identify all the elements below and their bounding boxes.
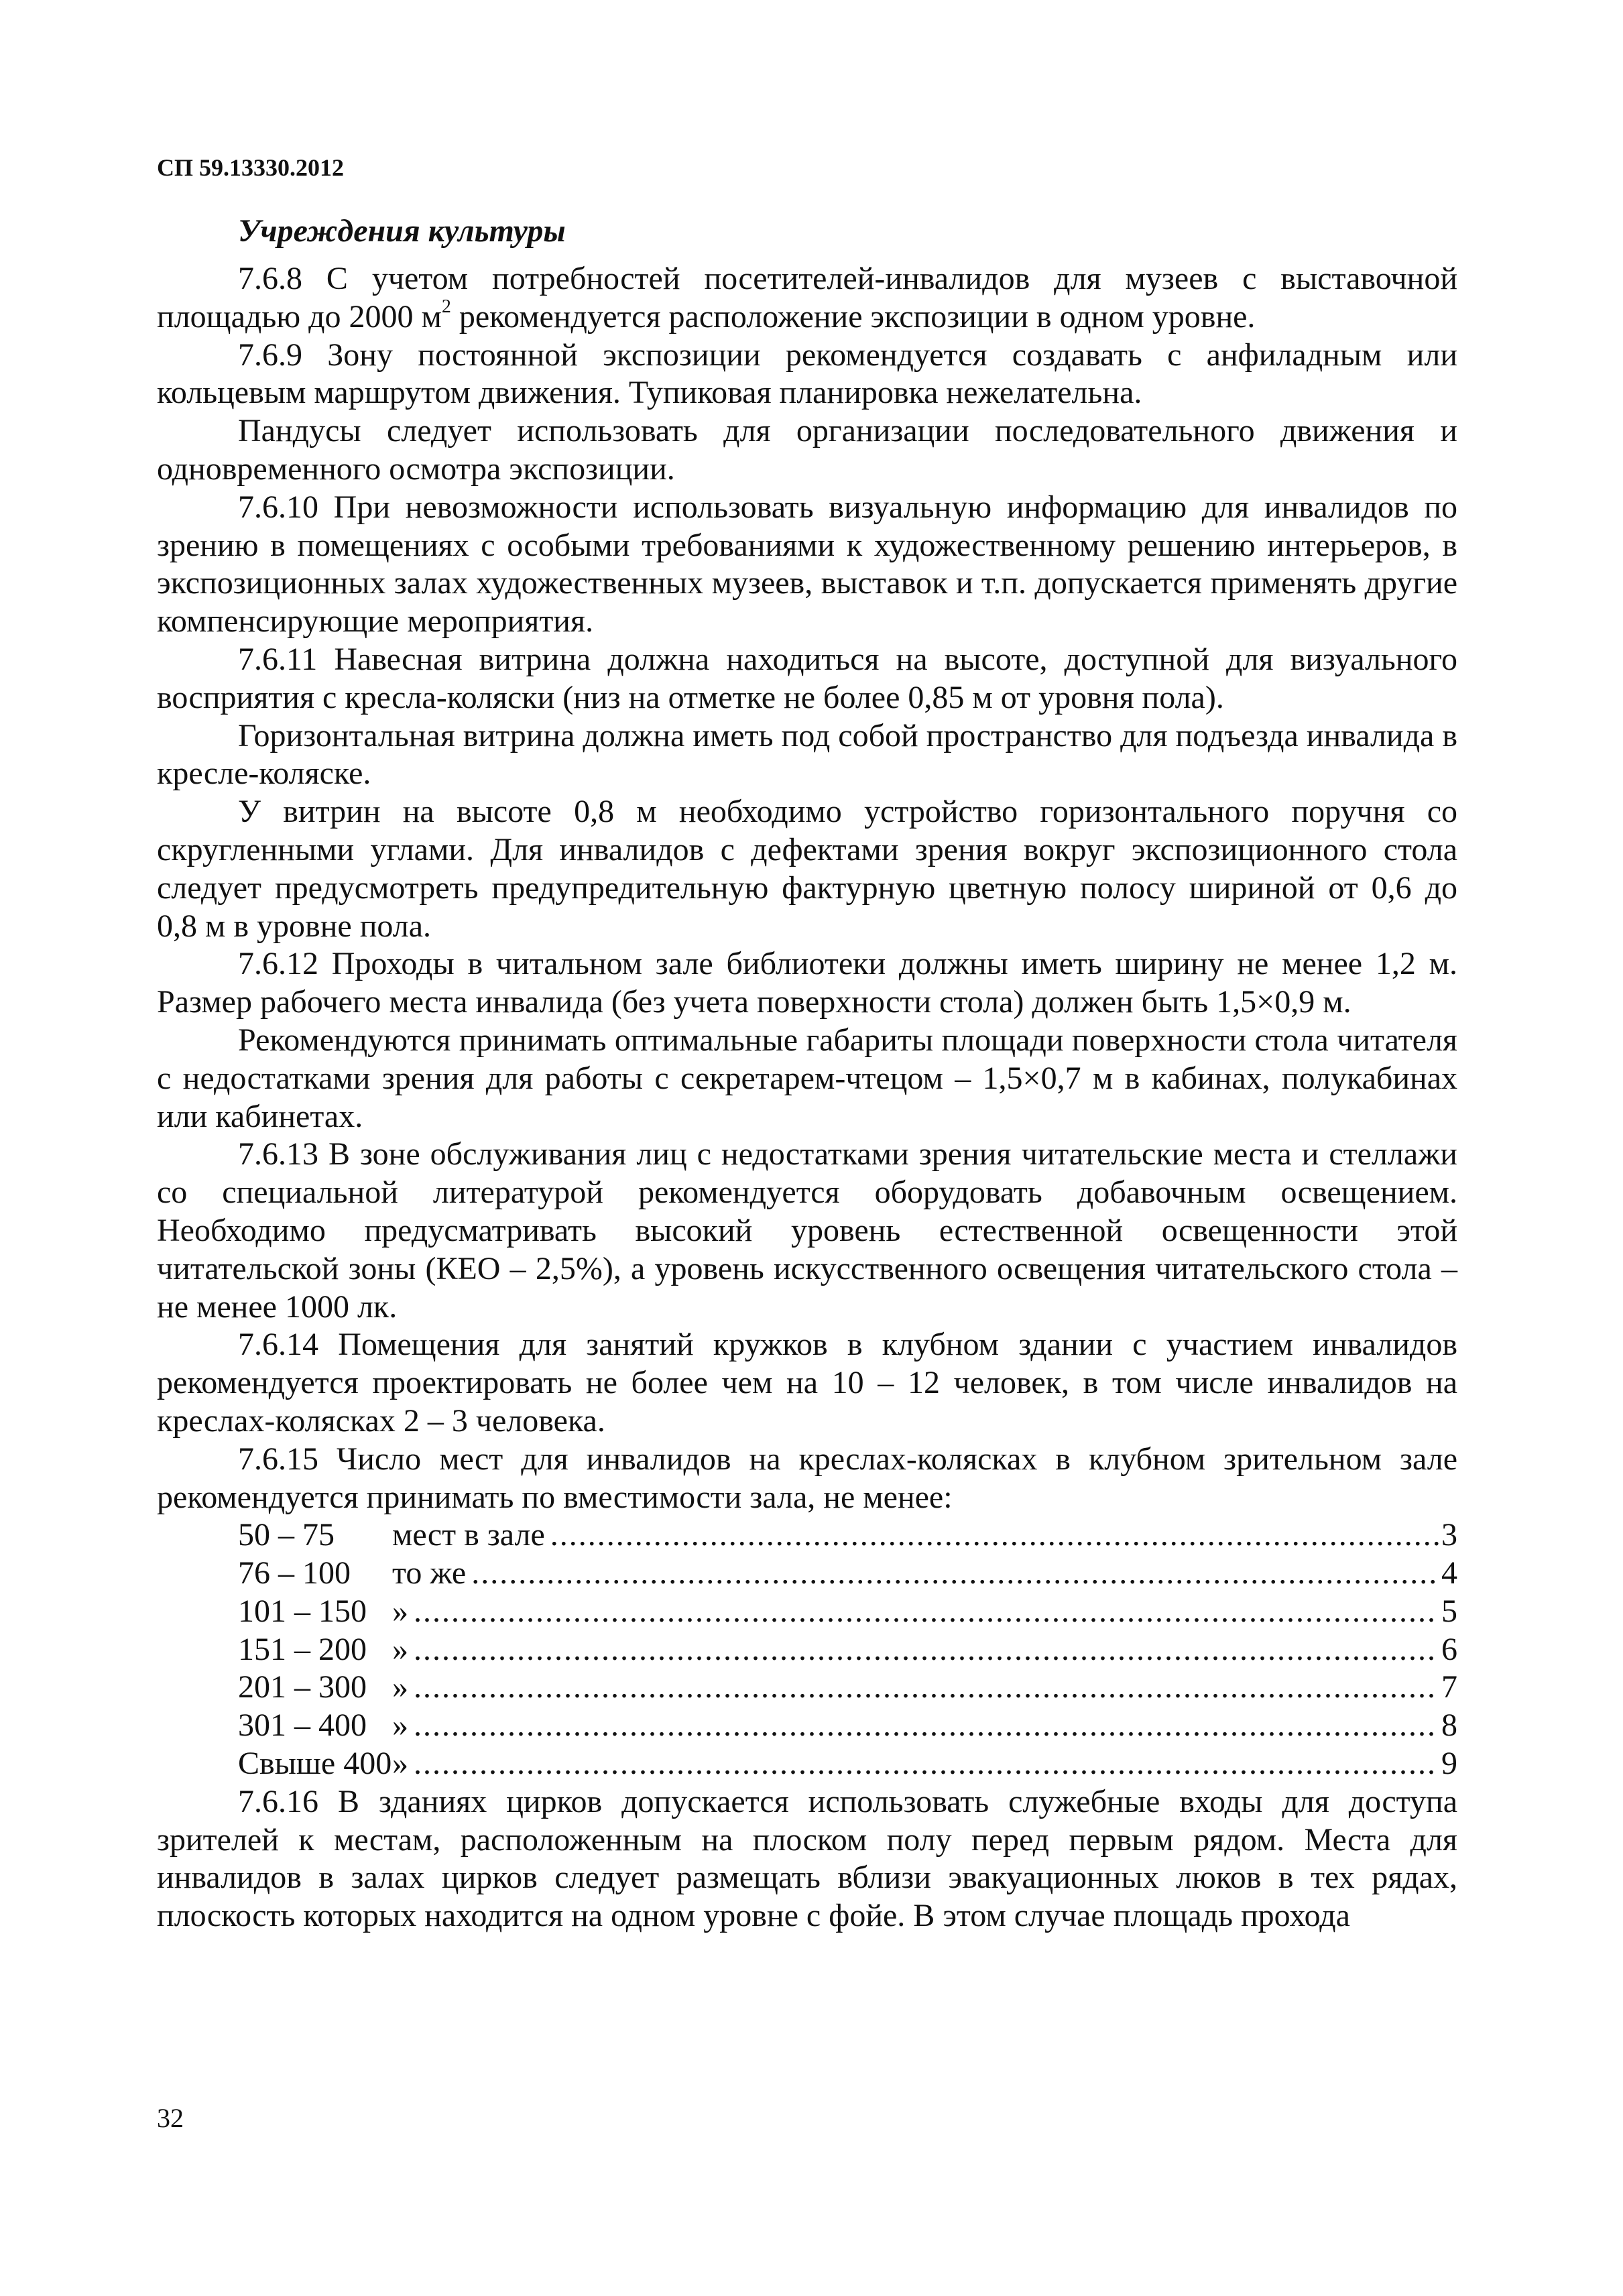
capacity-value: 8 — [1441, 1707, 1457, 1744]
capacity-value: 9 — [1441, 1746, 1457, 1782]
dot-leader — [550, 1516, 1439, 1555]
capacity-value: 7 — [1441, 1669, 1457, 1705]
capacity-label: » — [392, 1746, 408, 1782]
document-code: СП 59.13330.2012 — [157, 154, 344, 181]
paragraph-7-6-8-text-b: рекомендуется расположение экспозиции в одном уровне. — [450, 298, 1256, 335]
paragraph-7-6-15: 7.6.15 Число мест для инвалидов на креслах-колясках в клубном зрительном зале рекомендуется принимать по вместимости зала, не менее: — [157, 1441, 1457, 1515]
capacity-range: 201 – 300 — [238, 1669, 367, 1705]
list-item — [157, 1593, 1457, 1631]
superscript-2: 2 — [441, 296, 451, 317]
capacity-label: то же — [392, 1555, 467, 1591]
capacity-range: 50 – 75 — [238, 1517, 335, 1553]
capacity-label: » — [392, 1593, 408, 1629]
capacity-range: 151 – 200 — [238, 1631, 367, 1667]
paragraph-ramps: Пандусы следует использовать для организации последовательного движения и одновременного осмотра экспозиции. — [157, 413, 1457, 487]
capacity-range: 301 – 400 — [238, 1707, 367, 1744]
body-text — [157, 260, 1457, 1935]
paragraph-showcase-handrail: У витрин на высоте 0,8 м необходимо устройство горизонтального поручня со скругленными углами. Для инвалидов с дефектами зрения вокруг экспозиционного стола следует предусмотреть предупредительную фактурную цветную полосу шириной от 0,6 до 0,8 м в уровне пола. — [157, 794, 1457, 944]
list-item — [157, 1516, 1457, 1555]
paragraph-horizontal-showcase: Горизонтальная витрина должна иметь под собой пространство для подъезда инвалида в кресле-коляске. — [157, 717, 1457, 792]
capacity-value: 6 — [1441, 1631, 1457, 1667]
list-item — [157, 1707, 1457, 1745]
dot-leader — [414, 1745, 1439, 1783]
list-item — [157, 1669, 1457, 1707]
capacity-label: мест в зале — [392, 1517, 545, 1553]
dot-leader — [414, 1669, 1439, 1707]
section-heading: Учреждения культуры — [238, 213, 566, 249]
paragraph-7-6-13: 7.6.13 В зоне обслуживания лиц с недостатками зрения читательские места и стеллажи со специальной литературой рекомендуется оборудовать добавочным освещением. Необходимо предусматривать высокий уровень естественной освещенности этой читательской зоны (КЕО – 2,5%), а уровень искусственного освещения читательского стола – не менее 1000 лк. — [157, 1136, 1457, 1325]
dot-leader — [414, 1593, 1439, 1631]
paragraph-7-6-8 — [157, 260, 1457, 337]
dot-leader — [414, 1707, 1439, 1745]
paragraph-7-6-14: 7.6.14 Помещения для занятий кружков в клубном здании с участием инвалидов рекомендуется проектировать не более чем на 10 – 12 человек, в том числе инвалидов на креслах-колясках 2 – 3 человека. — [157, 1327, 1457, 1439]
capacity-label: » — [392, 1707, 408, 1744]
capacity-value: 3 — [1441, 1517, 1457, 1553]
paragraph-7-6-9: 7.6.9 Зону постоянной экспозиции рекомендуется создавать с анфиладным или кольцевым маршрутом движения. Тупиковая планировка нежелательна. — [157, 337, 1457, 411]
list-item — [157, 1631, 1457, 1669]
dot-leader — [414, 1631, 1439, 1669]
paragraph-7-6-10: 7.6.10 При невозможности использовать визуальную информацию для инвалидов по зрению в помещениях с особыми требованиями к художественному решению интерьеров, в экспозиционных залах художественных музеев, выставок и т.п. допускается применять другие компенсирующие мероприятия. — [157, 489, 1457, 640]
capacity-value: 4 — [1441, 1555, 1457, 1591]
capacity-range: Свыше 400 — [238, 1746, 392, 1782]
paragraph-reader-table: Рекомендуются принимать оптимальные габариты площади поверхности стола читателя с недостатками зрения для работы с секретарем-чтецом – 1,5×0,7 м в кабинах, полукабинах или кабинетах. — [157, 1022, 1457, 1134]
page-number: 32 — [157, 2103, 184, 2133]
paragraph-7-6-12: 7.6.12 Проходы в читальном зале библиотеки должны иметь ширину не менее 1,2 м. Размер рабочего места инвалида (без учета поверхности стола) должен быть 1,5×0,9 м. — [157, 946, 1457, 1020]
paragraph-7-6-11: 7.6.11 Навесная витрина должна находиться на высоте, доступной для визуального восприятия с кресла-коляски (низ на отметке не более 0,85 м от уровня пола). — [157, 641, 1457, 715]
capacity-range: 76 – 100 — [238, 1555, 351, 1591]
list-item — [157, 1745, 1457, 1783]
paragraph-7-6-8-text-a: 7.6.8 С учетом потребностей посетителей-инвалидов для музеев с выставочной площадью до 2000 м — [157, 261, 1457, 335]
paragraph-7-6-16: 7.6.16 В зданиях цирков допускается использовать служебные входы для доступа зрителей к местам, расположенным на плоском полу перед первым рядом. Места для инвалидов в залах цирков следует размещать вблизи эвакуационных люков в тех рядах, плоскость которых находится на одном уровне с фойе. В этом случае площадь прохода — [157, 1783, 1457, 1934]
capacity-list — [157, 1516, 1457, 1783]
capacity-range: 101 – 150 — [238, 1593, 367, 1629]
capacity-value: 5 — [1441, 1593, 1457, 1629]
list-item — [157, 1555, 1457, 1593]
dot-leader — [471, 1555, 1439, 1593]
capacity-label: » — [392, 1669, 408, 1705]
capacity-label: » — [392, 1631, 408, 1667]
